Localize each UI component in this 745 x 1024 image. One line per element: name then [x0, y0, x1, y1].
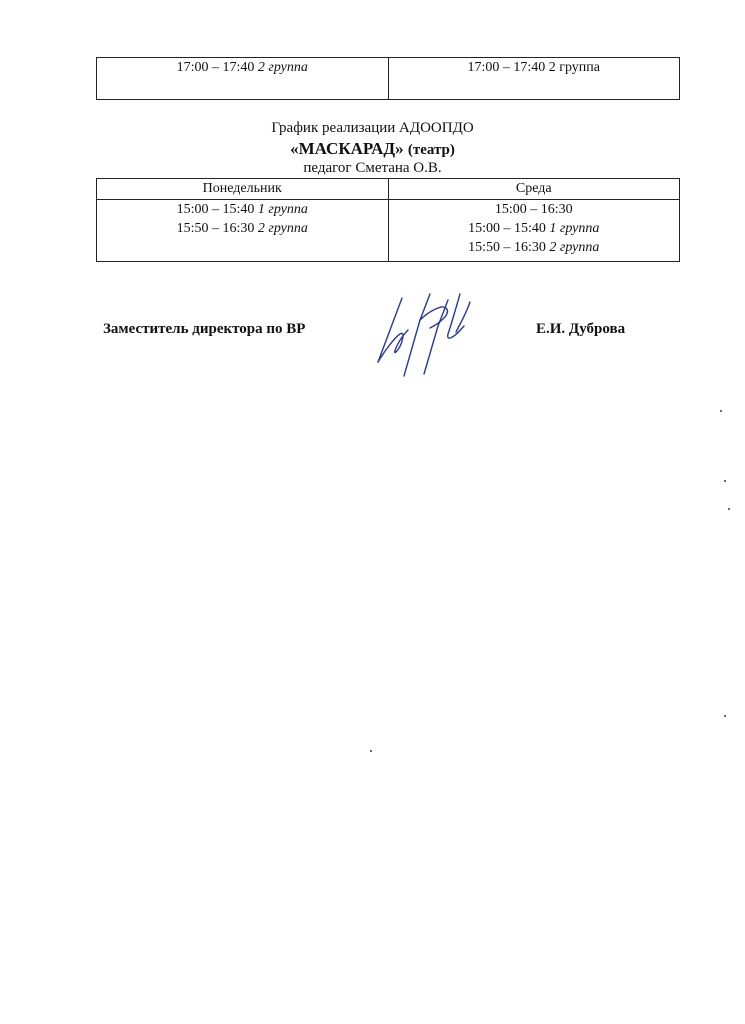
group-text: 2 группа: [257, 221, 308, 236]
time-text: 15:50 – 16:30: [468, 240, 550, 255]
time-text: 15:00 – 15:40: [176, 202, 258, 217]
schedule-entry: [97, 200, 388, 219]
schedule-entry: [389, 200, 680, 219]
table-row: [97, 58, 680, 100]
time-group-text: 17:00 – 17:40 2 группа: [467, 60, 601, 75]
monday-cell: [97, 200, 389, 262]
column-header-wednesday: Среда: [388, 179, 680, 200]
scan-speck: [724, 715, 726, 717]
scan-speck: [720, 410, 722, 412]
schedule-entry: [389, 238, 680, 257]
table-header-row: [97, 179, 680, 200]
group-text: 1 группа: [257, 202, 308, 217]
time-text: 15:00 – 16:30: [494, 202, 573, 217]
club-name-heading: [0, 139, 745, 159]
scan-speck: [370, 750, 372, 752]
time-text: 17:00 – 17:40: [176, 60, 258, 75]
handwritten-signature: [360, 290, 490, 380]
table-cell: [97, 58, 389, 100]
maskarad-schedule-table: [96, 178, 680, 262]
schedule-entry: [97, 219, 388, 238]
group-text: 2 группа: [549, 240, 600, 255]
club-type: (театр): [407, 142, 455, 158]
time-text: 15:50 – 16:30: [176, 221, 258, 236]
teacher-line: педагог Сметана О.В.: [303, 160, 442, 176]
club-name: «МАСКАРАД»: [290, 139, 404, 158]
schedule-entry: [389, 219, 680, 238]
time-text: 15:00 – 15:40: [468, 221, 550, 236]
signatory-name: Е.И. Дуброва: [536, 321, 626, 337]
group-text: 2 группа: [257, 60, 308, 75]
signatory-position: Заместитель директора по ВР: [103, 321, 306, 337]
table-cell: [388, 58, 680, 100]
wednesday-cell: [388, 200, 680, 262]
column-header-monday: Понедельник: [97, 179, 389, 200]
group-text: 1 группа: [549, 221, 600, 236]
previous-schedule-table: [96, 57, 680, 100]
scan-speck: [724, 480, 726, 482]
table-row: [97, 200, 680, 262]
scan-speck: [728, 508, 730, 510]
schedule-heading: График реализации АДООПДО: [271, 120, 474, 136]
